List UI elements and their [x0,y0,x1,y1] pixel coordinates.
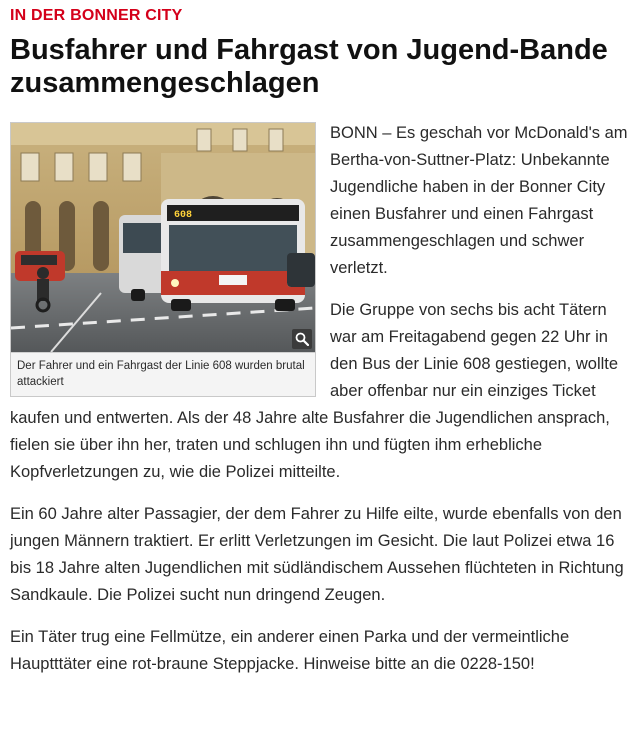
bus-photo[interactable] [11,123,315,352]
zoom-button[interactable] [292,329,312,349]
magnifier-icon [295,332,309,346]
section-kicker: IN DER BONNER CITY [10,7,183,24]
image-caption: Der Fahrer und ein Fahrgast der Linie 608 wurden brutal attackiert [11,352,315,396]
article-paragraph-1: BONN – Es geschah vor McDonald's am Bertha-von-Suttner-Platz: Unbekannte Jugendliche haben in der Bonner City einen Busfahrer und einen Fahrgast zusammengeschlagen und schwer verletzt. [330,124,628,277]
article-paragraph-4: Ein Täter trug eine Fellmütze, ein anderer einen Parka und der vermeintliche Hauptttäter eine rot-braune Steppjacke. Hinweise bitte an die 0228-150! [10,628,570,673]
bus-scene-illustration [11,123,315,352]
article-figure [10,122,316,397]
article-paragraph-3: Ein 60 Jahre alter Passagier, der dem Fahrer zu Hilfe eilte, wurde ebenfalls von den jungen Männern traktiert. Er erlitt Verletzungen im Gesicht. Die laut Polizei etwa 16 bis 18 Jahre alten Jugendlichen mit südländischem Aussehen flüchteten in Richtung Sandkaule. Die Polizei sucht nun dringend Zeugen. [10,505,624,604]
bus-destination-sign: 608 [174,210,193,221]
headline: Busfahrer und Fahrgast von Jugend-Bande zusammengeschlagen [10,34,608,99]
article-body [10,120,630,693]
article-paragraph-2: Die Gruppe von sechs bis acht Tätern war am Freitagabend gegen 22 Uhr in den Bus der Linie 608 gestiegen, wollte aber offenbar nur ein einziges Ticket kaufen und entwerten. Als der 48 Jahre alte Busfahrer die Jugendlichen ansprach, fielen sie über ihn her, traten und schlugen ihn und fügten ihm erhebliche Kopfverletzungen zu, wie die Polizei mitteilte. [10,301,619,481]
